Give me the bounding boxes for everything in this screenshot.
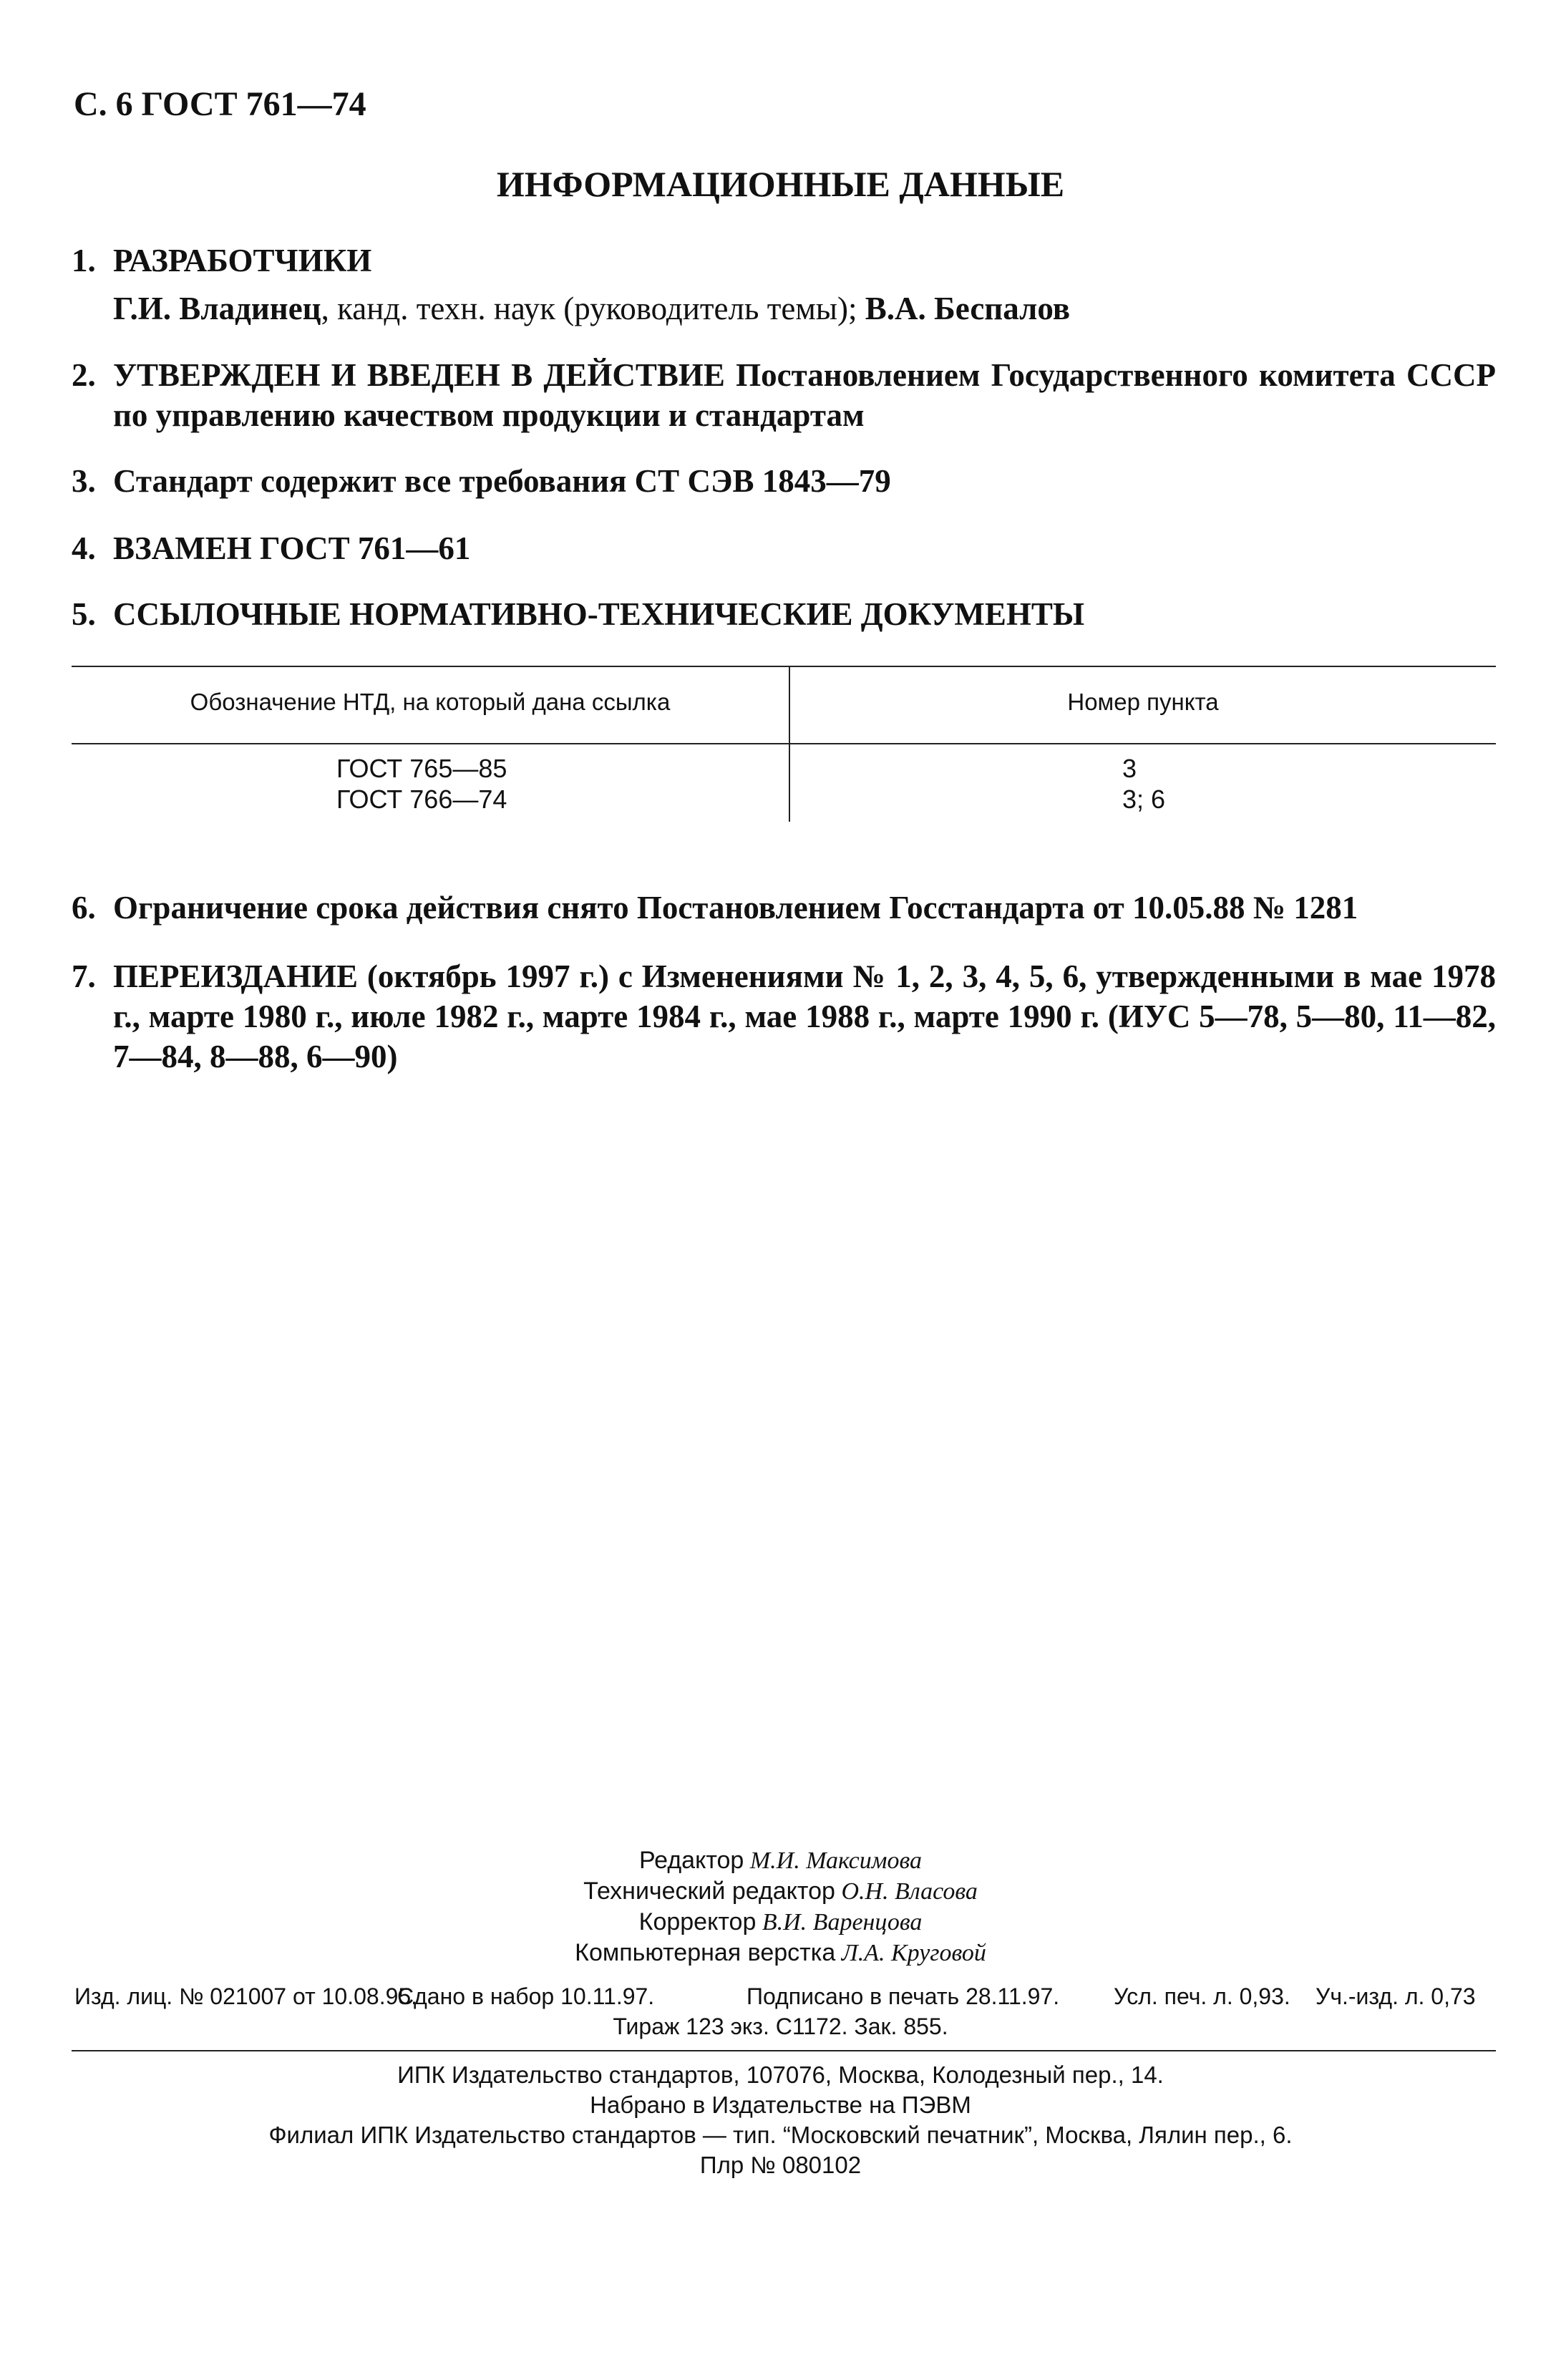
credit-role: Компьютерная верстка	[575, 1939, 836, 1966]
credit-editor	[0, 1845, 1561, 1876]
item-number: 4.	[72, 530, 96, 566]
credit-layout	[0, 1938, 1561, 1968]
table-row	[1122, 753, 1137, 784]
credit-person: М.И. Максимова	[749, 1847, 922, 1874]
imprint-publisher-sheets: Уч.-изд. л. 0,73	[1316, 1983, 1476, 2009]
footer-line: ИПК Издательство стандартов, 107076, Москва, Колодезный пер., 14.	[397, 2061, 1164, 2088]
footer-rule	[72, 2050, 1496, 2051]
item-number: 1.	[72, 243, 96, 278]
table-row	[336, 753, 507, 784]
table-cell-clause: 3	[1122, 754, 1137, 783]
credit-person: Л.А. Круговой	[841, 1940, 986, 1966]
credit-role: Редактор	[638, 1847, 744, 1874]
table-cell-clause: 3; 6	[1122, 785, 1166, 814]
item-number: 3.	[72, 463, 96, 499]
footer-line: Набрано в Издательстве на ПЭВМ	[590, 2092, 971, 2118]
item-text: ПЕРЕИЗДАНИЕ (октябрь 1997 г.) с Изменениями № 1, 2, 3, 4, 5, 6, утвержденными в мае 1978 г., марте 1980 г., июле 1982 г., марте 1984 г., мае 1988 г., марте 1990 г. (ИУС 5—78, 5—80, 11—82, 7—84, 8—88, 6—90)	[113, 958, 1496, 1074]
credit-role: Корректор	[638, 1908, 757, 1935]
table-cell-document: ГОСТ 766—74	[336, 785, 507, 814]
item-text: ВЗАМЕН ГОСТ 761—61	[113, 530, 471, 566]
table-top-rule	[72, 666, 1496, 667]
table-header-document: Обозначение НТД, на который дана ссылка	[190, 689, 671, 715]
item-text: ССЫЛОЧНЫЕ НОРМАТИВНО-ТЕХНИЧЕСКИЕ ДОКУМЕНТЫ	[113, 596, 1085, 632]
footer-line: Филиал ИПК Издательство стандартов — тип. “Московский печатник”, Москва, Лялин пер., 6.	[268, 2122, 1293, 2148]
developer-details: , канд. техн. наук (руководитель темы);	[321, 291, 865, 326]
imprint-typeset: Сдано в набор 10.11.97.	[397, 1983, 655, 2009]
item-text: Ограничение срока действия снято Постановлением Госстандарта от 10.05.88 № 1281	[113, 890, 1358, 926]
item-number: 7.	[72, 958, 96, 994]
imprint-signed: Подписано в печать 28.11.97.	[747, 1983, 1060, 2009]
item-number: 6.	[72, 890, 96, 926]
item-heading: РАЗРАБОТЧИКИ	[113, 243, 372, 278]
item-text: УТВЕРЖДЕН И ВВЕДЕН В ДЕЙСТВИЕ Постановлением Государственного комитета СССР по управлению качеством продукции и стандартам	[113, 357, 1496, 433]
table-row	[1122, 784, 1165, 815]
table-cell-document: ГОСТ 765—85	[336, 754, 507, 783]
table-header-rule	[72, 743, 1496, 744]
credit-technical-editor	[0, 1876, 1561, 1907]
footer-line: Плр № 080102	[699, 2152, 862, 2178]
document-title: ИНФОРМАЦИОННЫЕ ДАННЫЕ	[496, 164, 1065, 204]
credit-role: Технический редактор	[583, 1878, 835, 1905]
imprint-run: Тираж 123 экз. С1172. Зак. 855.	[613, 2014, 948, 2039]
developer-name: Г.И. Владинец	[113, 291, 321, 326]
table-header-clause: Номер пункта	[1067, 689, 1219, 715]
credit-person: В.И. Варенцова	[762, 1909, 923, 1935]
item-text: Стандарт содержит все требования СТ СЭВ 1843—79	[113, 463, 891, 499]
credit-proofreader	[0, 1907, 1561, 1938]
imprint-print-sheets: Усл. печ. л. 0,93.	[1114, 1983, 1290, 2009]
table-row	[336, 784, 507, 815]
item-number: 5.	[72, 596, 96, 632]
credit-person: О.Н. Власова	[841, 1878, 978, 1905]
credits-block	[0, 1845, 1561, 1968]
item-number: 2.	[72, 357, 96, 393]
imprint-license: Изд. лиц. № 021007 от 10.08.95.	[74, 1983, 418, 2009]
publisher-footer	[0, 2060, 1561, 2180]
page-header: С. 6 ГОСТ 761—74	[74, 85, 366, 123]
developers-line	[113, 290, 1070, 327]
developer-name: В.А. Беспалов	[865, 291, 1071, 326]
